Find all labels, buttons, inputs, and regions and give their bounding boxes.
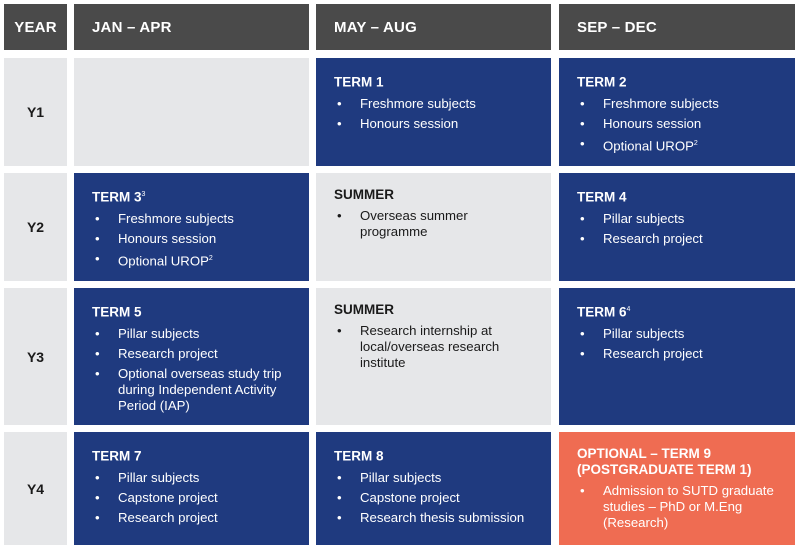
list-item: • Honours session <box>92 231 297 247</box>
list-item: • Freshmore subjects <box>92 211 297 227</box>
list-item: • Pillar subjects <box>577 211 783 227</box>
header-year: YEAR <box>4 4 67 50</box>
summer-title: SUMMER <box>334 187 394 202</box>
list-item: • Pillar subjects <box>577 326 783 342</box>
summer-title: SUMMER <box>334 302 394 317</box>
subject-list <box>577 326 783 362</box>
subject-list <box>334 96 539 132</box>
term-title: TERM $6^4$ <box>577 304 631 320</box>
header-may-aug: MAY – AUG <box>316 4 551 50</box>
term-title: TERM 4 <box>577 189 627 205</box>
list-item: • Capstone project <box>334 490 539 506</box>
list-item: • Pillar subjects <box>334 470 539 486</box>
term-title: TERM 1 <box>334 74 384 90</box>
list-item: • Capstone project <box>92 490 297 506</box>
cell-y3-may-aug <box>316 288 551 425</box>
list-item: • Honours session <box>334 116 539 132</box>
list-item: • Overseas summer programme <box>334 208 504 240</box>
cell-y2-may-aug <box>316 173 551 281</box>
year-label-y4: Y4 <box>4 432 67 545</box>
cell-y4-jan-apr <box>74 432 309 545</box>
subject-list <box>92 470 297 526</box>
subject-list <box>92 326 297 414</box>
list-item: • Optional overseas study trip during Independent Activity Period (IAP) <box>92 366 298 414</box>
header-sep-dec: SEP – DEC <box>559 4 795 50</box>
list-item: • Optional UROP$^2$ <box>92 251 297 269</box>
subject-list <box>577 211 783 247</box>
subject-list <box>92 211 297 269</box>
list-item: • Research project <box>92 510 297 526</box>
list-item: • Research thesis submission <box>334 510 539 526</box>
list-item: • Research internship at local/overseas research institute <box>334 323 534 371</box>
list-item: • Research project <box>577 346 783 362</box>
year-label-y1: Y1 <box>4 58 67 166</box>
activity-list <box>334 323 534 371</box>
optional-term-title: OPTIONAL – TERM 9 (POSTGRADUATE TERM 1) <box>577 446 752 477</box>
list-item: • Research project <box>92 346 297 362</box>
list-item: • Freshmore subjects <box>577 96 783 112</box>
activity-list <box>334 208 504 240</box>
cell-y4-sep-dec <box>559 432 795 545</box>
cell-y4-may-aug <box>316 432 551 545</box>
cell-y3-sep-dec <box>559 288 795 425</box>
term-title: TERM 5 <box>92 304 142 320</box>
year-label-y2: Y2 <box>4 173 67 281</box>
subject-list <box>334 470 539 526</box>
term-title: TERM 2 <box>577 74 627 90</box>
cell-y2-sep-dec <box>559 173 795 281</box>
list-item: • Optional UROP$^2$ <box>577 136 783 154</box>
term-title: TERM 7 <box>92 448 142 464</box>
cell-y2-jan-apr <box>74 173 309 281</box>
cell-y3-jan-apr <box>74 288 309 425</box>
term-title: TERM $3^3$ <box>92 189 146 205</box>
cell-y1-jan-apr <box>74 58 309 166</box>
term-title: TERM 8 <box>334 448 384 464</box>
list-item: • Pillar subjects <box>92 326 297 342</box>
subject-list <box>577 96 783 154</box>
activity-list <box>577 483 787 531</box>
cell-y1-may-aug <box>316 58 551 166</box>
list-item: • Freshmore subjects <box>334 96 539 112</box>
list-item: • Pillar subjects <box>92 470 297 486</box>
list-item: • Honours session <box>577 116 783 132</box>
year-label-y3: Y3 <box>4 288 67 425</box>
cell-y1-sep-dec <box>559 58 795 166</box>
header-jan-apr: JAN – APR <box>74 4 309 50</box>
list-item: • Research project <box>577 231 783 247</box>
list-item: • Admission to SUTD graduate studies – PhD or M.Eng (Research) <box>577 483 787 531</box>
